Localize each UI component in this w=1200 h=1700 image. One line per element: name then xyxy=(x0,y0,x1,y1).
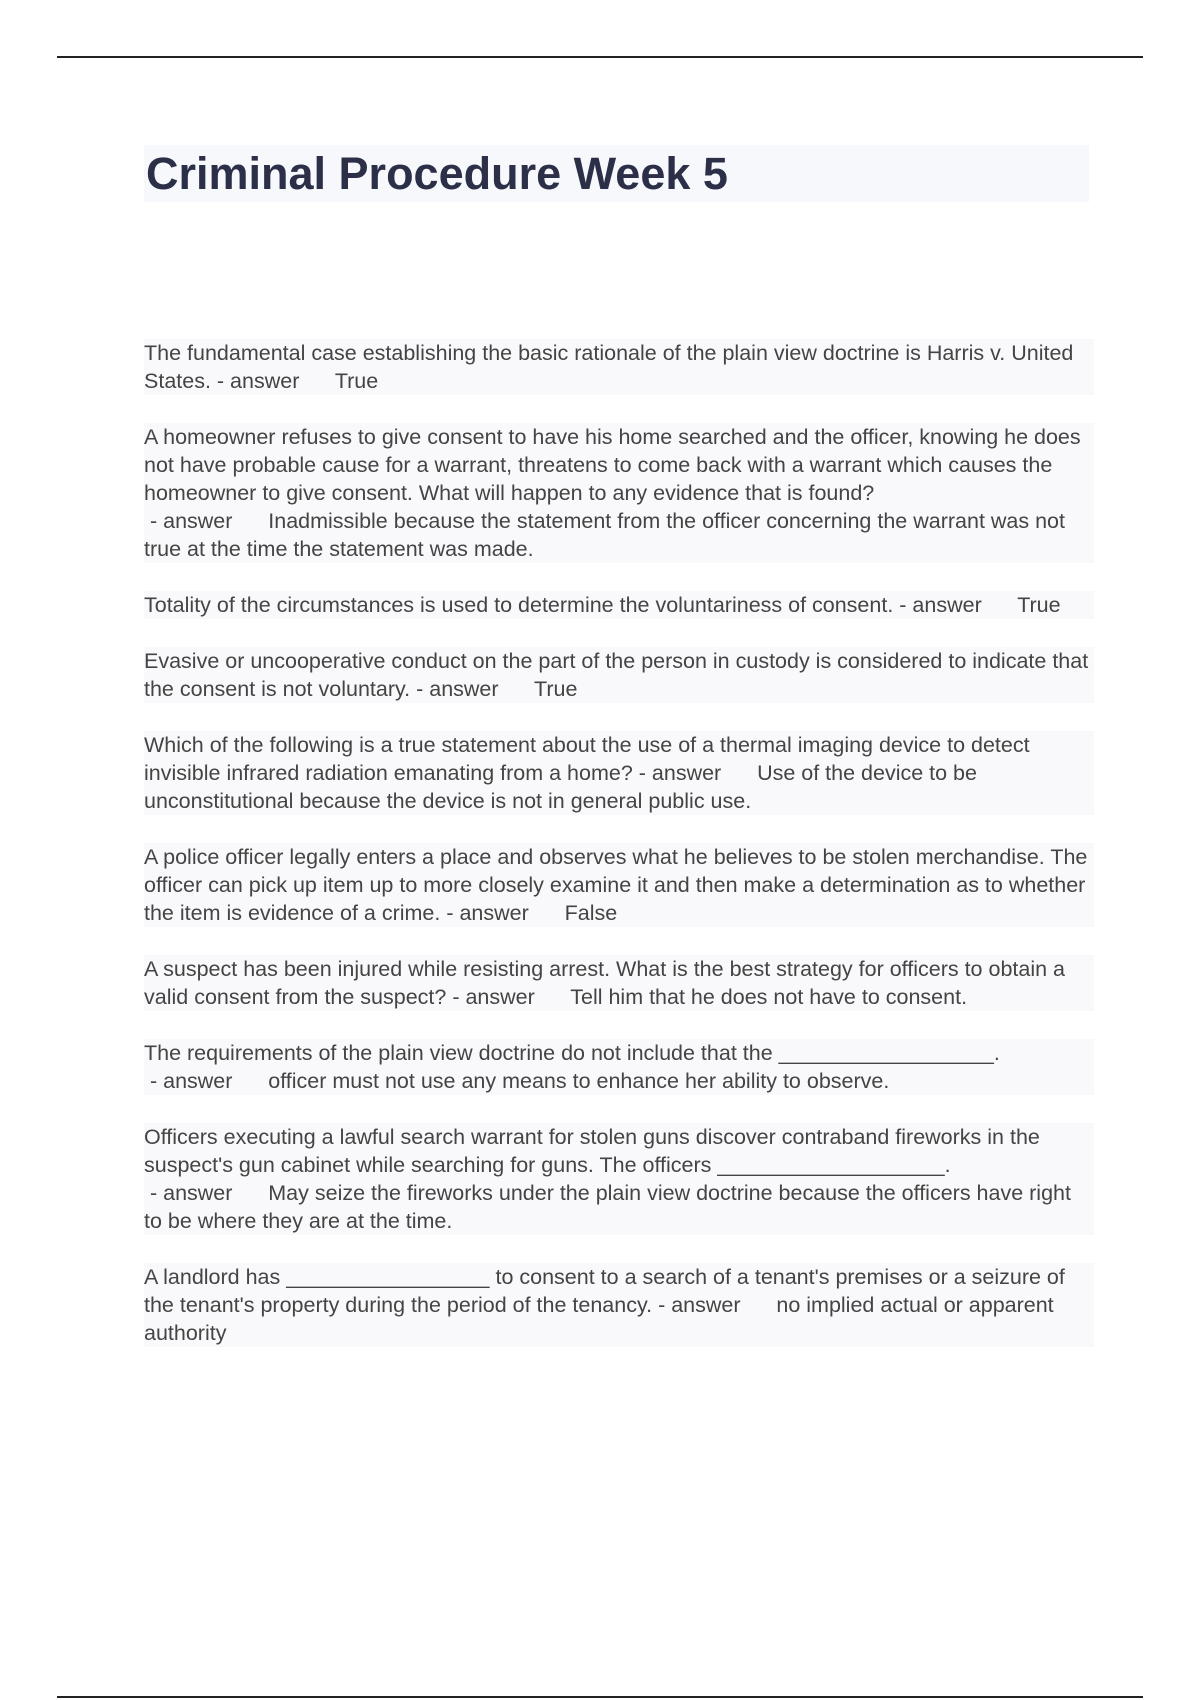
answer-separator: - answer xyxy=(410,677,534,701)
qa-item xyxy=(144,339,1094,395)
qa-item xyxy=(144,731,1094,815)
qa-item xyxy=(144,955,1094,1011)
answer-text: May seize the fireworks under the plain view doctrine because the officers have right to be where they are at the time. xyxy=(144,1181,1071,1233)
answer-separator: - answer xyxy=(446,985,571,1009)
answer-text: officer must not use any means to enhance her ability to observe. xyxy=(268,1069,890,1093)
question-text: Officers executing a lawful search warrant for stolen guns discover contraband fireworks in the suspect's gun cabinet while searching for guns. The officers ___________________. xyxy=(144,1125,1040,1177)
question-text: Which of the following is a true statement about the use of a thermal imaging device to detect invisible infrared radiation emanating from a home? xyxy=(144,733,1030,785)
answer-text: False xyxy=(564,901,618,925)
bottom-rule xyxy=(57,1696,1143,1698)
qa-item xyxy=(144,1123,1094,1235)
answer-separator: - answer xyxy=(210,369,335,393)
answer-separator: - answer xyxy=(632,761,758,785)
qa-item xyxy=(144,1263,1094,1347)
answer-text: Use of the device to be unconstitutional because the device is not in general public use. xyxy=(144,761,977,813)
answer-separator: - answer xyxy=(144,1181,269,1205)
answer-separator: - answer xyxy=(144,1069,269,1093)
answer-text: True xyxy=(334,369,379,393)
answer-text: Tell him that he does not have to consent. xyxy=(570,985,968,1009)
question-text: The requirements of the plain view doctrine do not include that the __________________. xyxy=(144,1041,1000,1065)
question-text: A landlord has _________________ to consent to a search of a tenant's premises or a seizure of the tenant's property during the period of the tenancy. xyxy=(144,1265,1065,1317)
qa-item xyxy=(144,843,1094,927)
answer-separator: - answer xyxy=(144,509,269,533)
answer-text: True xyxy=(1017,593,1061,617)
question-text: A police officer legally enters a place and observes what he believes to be stolen merchandise. The officer can pick up item up to more closely examine it and then make a determination as to whether the item is evidence of a crime. xyxy=(144,845,1088,925)
qa-item xyxy=(144,423,1094,563)
top-rule xyxy=(57,56,1143,58)
question-text: The fundamental case establishing the basic rationale of the plain view doctrine is Harris v. United States. xyxy=(144,341,1074,393)
answer-separator: - answer xyxy=(652,1293,777,1317)
question-text: Evasive or uncooperative conduct on the part of the person in custody is considered to indicate that the consent is not voluntary. xyxy=(144,649,1089,701)
qa-item xyxy=(144,1039,1094,1095)
page-title: Criminal Procedure Week 5 xyxy=(146,148,728,199)
answer-separator: - answer xyxy=(893,593,1018,617)
answer-separator: - answer xyxy=(440,901,565,925)
qa-list xyxy=(144,339,1094,1375)
answer-text: no implied actual or apparent authority xyxy=(144,1293,1054,1345)
qa-item xyxy=(144,591,1094,619)
answer-text: True xyxy=(534,677,578,701)
question-text: A homeowner refuses to give consent to have his home searched and the officer, knowing he does not have probable cause for a warrant, threatens to come back with a warrant which causes the homeowner to give consent. What will happen to any evidence that is found? xyxy=(144,425,1081,505)
qa-item xyxy=(144,647,1094,703)
title-block xyxy=(144,145,1089,202)
question-text: A suspect has been injured while resisting arrest. What is the best strategy for officers to obtain a valid consent from the suspect? xyxy=(144,957,1065,1009)
question-text: Totality of the circumstances is used to determine the voluntariness of consent. xyxy=(144,593,894,617)
answer-text: Inadmissible because the statement from the officer concerning the warrant was not true at the time the statement was made. xyxy=(144,509,1065,561)
